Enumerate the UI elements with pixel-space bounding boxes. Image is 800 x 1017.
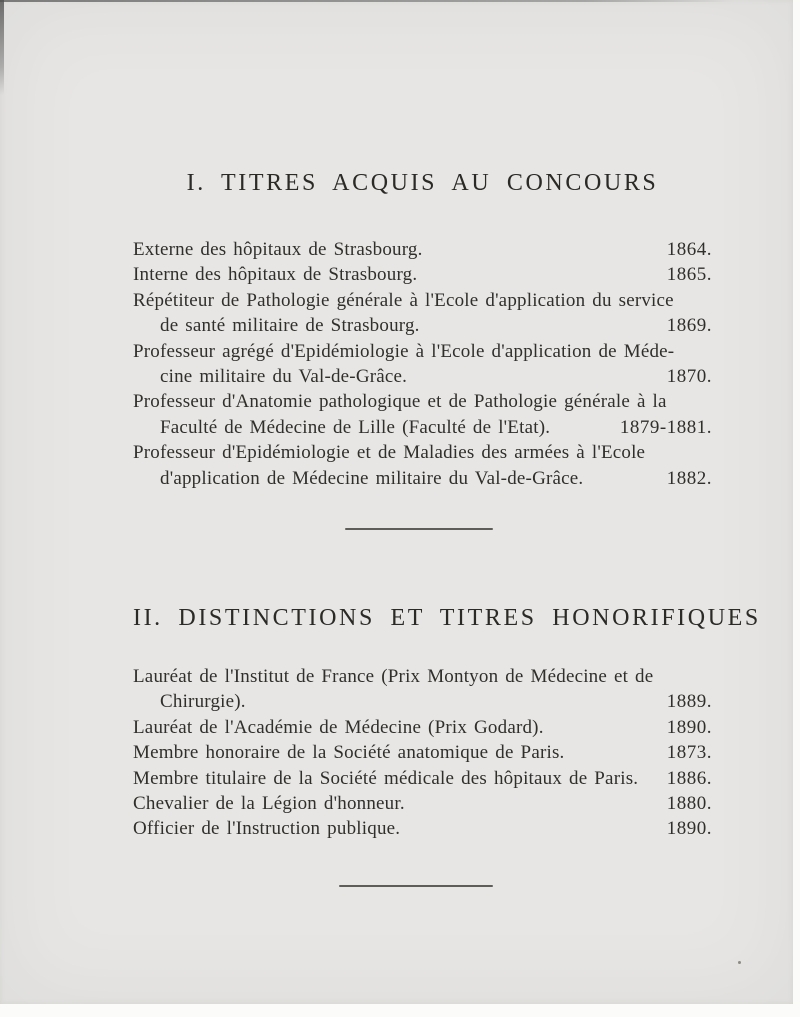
section-2-title: II. DISTINCTIONS ET TITRES HONORIFIQUES xyxy=(133,605,761,631)
section-divider xyxy=(339,885,493,887)
title-entry xyxy=(133,715,712,740)
entry-year: 1882. xyxy=(666,467,712,489)
entry-year: 1865. xyxy=(666,264,712,286)
entry-text-line: Membre honoraire de la Société anatomique de Paris. xyxy=(133,742,565,764)
entry-text-line: Officier de l'Instruction publique. xyxy=(133,818,401,840)
entry-year: 1886. xyxy=(666,767,712,789)
entry-text-line: de santé militaire de Strasbourg. xyxy=(160,315,420,337)
title-entry xyxy=(133,791,712,816)
entry-year: 1870. xyxy=(666,366,712,388)
entry-text-line: Lauréat de l'Académie de Médecine (Prix Godard). xyxy=(133,716,544,738)
section-1-title: I. TITRES ACQUIS AU CONCOURS xyxy=(186,170,659,196)
entry-text-line: d'application de Médecine militaire du Val-de-Grâce. xyxy=(160,467,584,489)
text-column xyxy=(133,0,761,1004)
entry-text-line: Répétiteur de Pathologie générale à l'Ecole d'application du service xyxy=(133,289,674,311)
title-entry xyxy=(133,262,712,287)
section-divider xyxy=(345,528,493,530)
entry-year: 1880. xyxy=(666,793,712,815)
entry-year: 1889. xyxy=(666,691,712,713)
entry-year: 1890. xyxy=(666,818,712,840)
title-entry xyxy=(133,339,712,390)
scan-edge-left xyxy=(0,0,4,95)
title-entry xyxy=(133,816,712,841)
entry-text-line: Faculté de Médecine de Lille (Faculté de l'Etat). xyxy=(160,416,551,438)
entry-text-line: Membre titulaire de la Société médicale des hôpitaux de Paris. xyxy=(133,767,639,789)
scan-speck xyxy=(738,961,741,964)
entry-year: 1890. xyxy=(666,716,712,738)
title-entry xyxy=(133,237,712,262)
entry-text-line: Professeur d'Anatomie pathologique et de Pathologie générale à la xyxy=(133,391,667,413)
entry-year: 1873. xyxy=(666,742,712,764)
section-2-entry-list xyxy=(133,664,712,842)
title-entry xyxy=(133,389,712,440)
entry-text-line: Interne des hôpitaux de Strasbourg. xyxy=(133,264,418,286)
entry-text-line: Chevalier de la Légion d'honneur. xyxy=(133,793,405,815)
entry-text-line: Chirurgie). xyxy=(160,691,246,713)
entry-year: 1879-1881. xyxy=(619,416,712,438)
entry-text-line: Professeur agrégé d'Epidémiologie à l'Ecole d'application de Méde- xyxy=(133,340,675,362)
entry-year: 1864. xyxy=(666,239,712,260)
entry-text-line: Lauréat de l'Institut de France (Prix Montyon de Médecine et de xyxy=(133,666,654,687)
entry-year: 1869. xyxy=(666,315,712,337)
title-entry xyxy=(133,440,712,491)
entry-text-line: cine militaire du Val-de-Grâce. xyxy=(160,366,408,388)
entry-text-line: Professeur d'Epidémiologie et de Maladies des armées à l'Ecole xyxy=(133,442,646,464)
title-entry xyxy=(133,288,712,339)
title-entry xyxy=(133,664,712,715)
title-entry xyxy=(133,740,712,765)
section-1-entry-list xyxy=(133,237,712,491)
title-entry xyxy=(133,766,712,791)
entry-text-line: Externe des hôpitaux de Strasbourg. xyxy=(133,239,423,260)
